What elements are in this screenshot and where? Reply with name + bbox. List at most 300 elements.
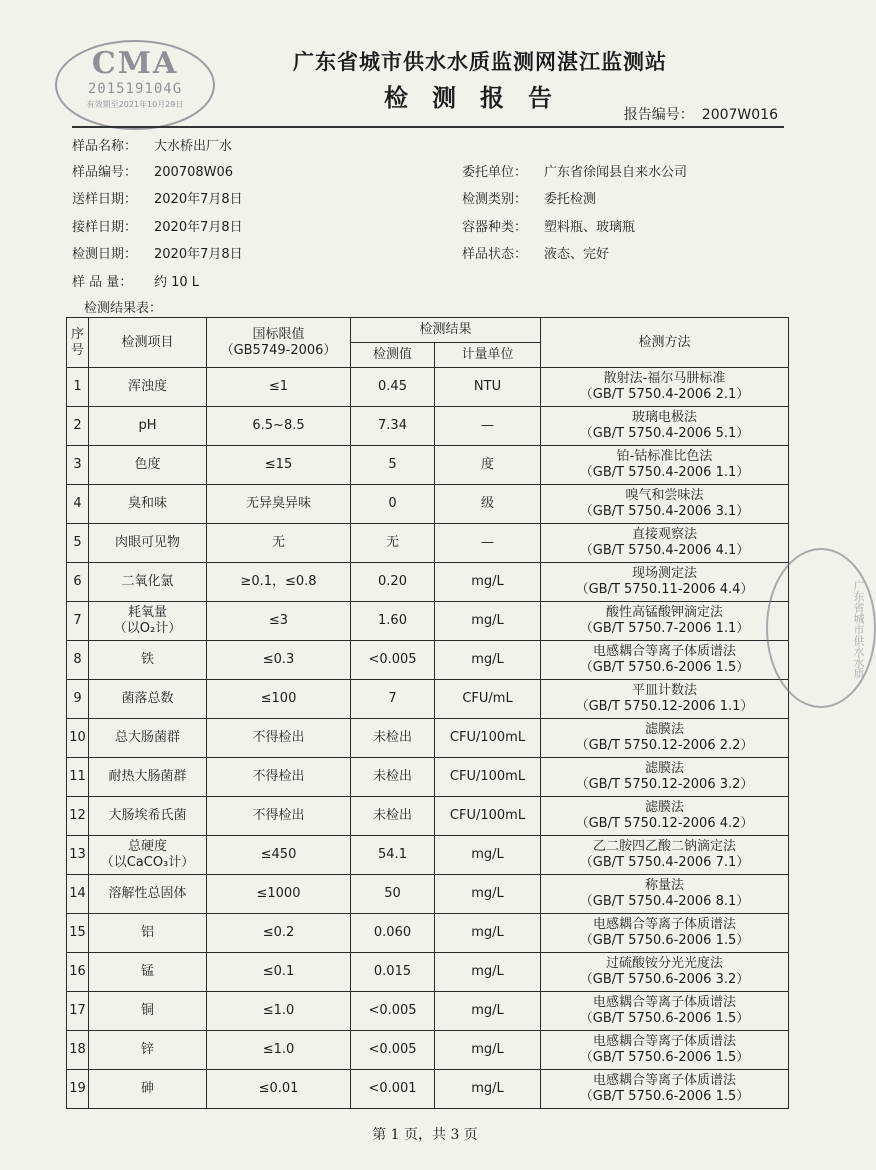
unit-text: mg/L <box>471 847 504 862</box>
cell-method <box>541 602 789 641</box>
table-row <box>67 1070 789 1109</box>
header-item: 检测项目 <box>89 318 207 368</box>
seq-text: 15 <box>69 925 86 940</box>
limit-text: ≤1 <box>268 379 289 394</box>
value-text: <0.005 <box>368 1042 417 1057</box>
item-text: 总硬度 <box>127 839 167 854</box>
limit-text: ≤3 <box>268 613 289 628</box>
cell-seq <box>67 680 89 719</box>
method-standard: （GB/T 5750.4-2006 3.1） <box>579 504 750 519</box>
report-number-label: 报告编号： <box>623 107 694 123</box>
item-note: （以CaCO₃计） <box>100 855 195 870</box>
info-label: 样品状态： <box>462 247 528 262</box>
header-rule <box>72 126 784 128</box>
table-row <box>67 563 789 602</box>
info-value: 委托检测 <box>544 192 597 207</box>
method-standard: （GB/T 5750.4-2006 7.1） <box>579 855 750 870</box>
unit-text: CFU/100mL <box>449 730 526 745</box>
info-receive-date <box>72 216 243 235</box>
method-text: 电感耦合等离子体质谱法 <box>593 1034 737 1049</box>
limit-text: ≤450 <box>260 847 297 862</box>
cell-unit <box>435 368 541 407</box>
cell-seq <box>67 758 89 797</box>
value-text: <0.001 <box>368 1081 417 1096</box>
method-standard: （GB/T 5750.6-2006 1.5） <box>579 1011 750 1026</box>
cell-unit <box>435 914 541 953</box>
cell-item <box>89 602 207 641</box>
method-standard: （GB/T 5750.6-2006 3.2） <box>579 972 750 987</box>
item-text: 肉眼可见物 <box>114 535 180 550</box>
value-text: 0.015 <box>373 964 412 979</box>
cell-unit <box>435 1031 541 1070</box>
seq-text: 1 <box>73 379 82 394</box>
cell-value <box>351 875 435 914</box>
item-text: 耗氧量 <box>127 605 167 620</box>
cell-item <box>89 797 207 836</box>
item-note: （以O₂计） <box>113 621 182 636</box>
unit-text: CFU/100mL <box>449 808 526 823</box>
limit-text: ≤15 <box>264 457 293 472</box>
item-text: 大肠埃希氏菌 <box>108 808 187 823</box>
method-standard: （GB/T 5750.4-2006 5.1） <box>579 426 750 441</box>
item-text: 锰 <box>140 964 154 979</box>
cell-value <box>351 953 435 992</box>
method-text: 现场测定法 <box>632 566 698 581</box>
item-text: 砷 <box>140 1081 154 1096</box>
cell-value <box>351 641 435 680</box>
table-row <box>67 641 789 680</box>
limit-text: ≤1.0 <box>262 1042 295 1057</box>
limit-text: ≤0.1 <box>262 964 295 979</box>
method-text: 电感耦合等离子体质谱法 <box>593 644 737 659</box>
cell-method <box>541 953 789 992</box>
cell-seq <box>67 797 89 836</box>
cell-item <box>89 953 207 992</box>
info-label: 样品编号： <box>72 165 138 180</box>
header-result: 检测结果 <box>351 318 541 343</box>
cell-item <box>89 524 207 563</box>
cell-limit <box>207 797 351 836</box>
cell-method <box>541 407 789 446</box>
unit-text: mg/L <box>471 652 504 667</box>
cell-seq <box>67 641 89 680</box>
table-row <box>67 875 789 914</box>
limit-text: ≤0.01 <box>258 1081 299 1096</box>
cell-seq <box>67 407 89 446</box>
cell-unit <box>435 641 541 680</box>
cell-limit <box>207 485 351 524</box>
item-text: 总大肠菌群 <box>114 730 180 745</box>
method-standard: （GB/T 5750.4-2006 4.1） <box>579 543 750 558</box>
value-text: 0 <box>388 496 397 511</box>
value-text: 0.060 <box>373 925 412 940</box>
cell-method <box>541 758 789 797</box>
results-table <box>66 317 789 1109</box>
cell-unit <box>435 836 541 875</box>
table-row <box>67 719 789 758</box>
info-value: 200708W06 <box>154 165 234 180</box>
unit-text: mg/L <box>471 964 504 979</box>
unit-text: mg/L <box>471 1042 504 1057</box>
cell-value <box>351 1070 435 1109</box>
unit-text: mg/L <box>471 1081 504 1096</box>
header-limit <box>207 318 351 368</box>
item-text: 耐热大肠菌群 <box>108 769 187 784</box>
item-text: 二氧化氯 <box>121 574 174 589</box>
value-text: 7 <box>388 691 397 706</box>
cell-seq <box>67 836 89 875</box>
cell-method <box>541 719 789 758</box>
cell-unit <box>435 758 541 797</box>
table-row <box>67 914 789 953</box>
table-row <box>67 953 789 992</box>
cell-method <box>541 1070 789 1109</box>
method-text: 滤膜法 <box>645 722 685 737</box>
unit-text: mg/L <box>471 886 504 901</box>
method-standard: （GB/T 5750.6-2006 1.5） <box>579 1050 750 1065</box>
info-label: 检测日期： <box>72 247 138 262</box>
info-label: 样品名称： <box>72 139 138 154</box>
info-value: 2020年7月8日 <box>154 220 243 235</box>
table-row <box>67 680 789 719</box>
cell-item <box>89 914 207 953</box>
info-label: 接样日期： <box>72 220 138 235</box>
item-text: 色度 <box>134 457 161 472</box>
cell-value <box>351 719 435 758</box>
method-text: 电感耦合等离子体质谱法 <box>593 917 737 932</box>
cell-item <box>89 875 207 914</box>
cell-method <box>541 485 789 524</box>
cell-item <box>89 836 207 875</box>
info-client <box>462 161 687 180</box>
limit-text: ≤0.2 <box>262 925 295 940</box>
value-text: 50 <box>384 886 401 901</box>
cell-unit <box>435 875 541 914</box>
method-text: 电感耦合等离子体质谱法 <box>593 1073 737 1088</box>
header-method: 检测方法 <box>541 318 789 368</box>
cell-seq <box>67 992 89 1031</box>
method-standard: （GB/T 5750.4-2006 2.1） <box>579 387 750 402</box>
limit-text: 无异臭异味 <box>245 496 311 511</box>
cell-item <box>89 446 207 485</box>
method-text: 玻璃电极法 <box>632 410 698 425</box>
report-title: 检测报告 <box>384 83 576 112</box>
results-table-title: 检测结果表： <box>84 301 163 316</box>
cell-value <box>351 992 435 1031</box>
header-seq: 序号 <box>67 318 89 368</box>
method-standard: （GB/T 5750.6-2006 1.5） <box>579 660 750 675</box>
table-row <box>67 1031 789 1070</box>
item-text: 铁 <box>140 652 154 667</box>
limit-text: 不得检出 <box>252 808 305 823</box>
table-row <box>67 368 789 407</box>
method-text: 电感耦合等离子体质谱法 <box>593 995 737 1010</box>
cell-method <box>541 524 789 563</box>
method-text: 酸性高锰酸钾滴定法 <box>606 605 724 620</box>
cell-seq <box>67 602 89 641</box>
item-text: 浑浊度 <box>127 379 167 394</box>
seq-text: 13 <box>69 847 86 862</box>
page-footer: 第 1 页，共 3 页 <box>372 1127 478 1143</box>
seq-text: 18 <box>69 1042 86 1057</box>
method-standard: （GB/T 5750.12-2006 1.1） <box>575 699 754 714</box>
cell-limit <box>207 446 351 485</box>
cell-limit <box>207 836 351 875</box>
limit-text: ≤1000 <box>256 886 301 901</box>
cell-seq <box>67 563 89 602</box>
cell-seq <box>67 1070 89 1109</box>
table-row <box>67 758 789 797</box>
method-standard: （GB/T 5750.6-2006 1.5） <box>579 1089 750 1104</box>
cell-limit <box>207 368 351 407</box>
info-value: 2020年7月8日 <box>154 192 243 207</box>
cell-limit <box>207 914 351 953</box>
cell-unit <box>435 485 541 524</box>
value-text: 无 <box>385 535 399 550</box>
header-limit-line1: 国标限值 <box>252 326 305 342</box>
limit-text: 不得检出 <box>252 769 305 784</box>
info-label: 样 品 量： <box>72 275 133 290</box>
seq-text: 14 <box>69 886 86 901</box>
cell-unit <box>435 992 541 1031</box>
cell-seq <box>67 446 89 485</box>
method-text: 过硫酸铵分光光度法 <box>606 956 724 971</box>
cell-value <box>351 407 435 446</box>
seq-text: 2 <box>73 418 82 433</box>
unit-text: 级 <box>481 496 495 511</box>
seq-text: 8 <box>73 652 82 667</box>
method-text: 散射法-福尔马肼标准 <box>603 371 726 386</box>
cell-seq <box>67 875 89 914</box>
cell-method <box>541 992 789 1031</box>
table-row <box>67 485 789 524</box>
station-title: 广东省城市供水水质监测网湛江监测站 <box>293 49 667 74</box>
cell-method <box>541 836 789 875</box>
info-value: 液态、完好 <box>544 247 610 262</box>
cell-seq <box>67 953 89 992</box>
info-sample-state <box>462 243 609 262</box>
unit-text: mg/L <box>471 574 504 589</box>
side-stamp: 广东省城市供水水质 <box>766 548 876 708</box>
cell-limit <box>207 602 351 641</box>
cell-method <box>541 563 789 602</box>
cell-unit <box>435 1070 541 1109</box>
method-text: 直接观察法 <box>632 527 698 542</box>
unit-text: NTU <box>473 379 502 394</box>
cell-seq <box>67 1031 89 1070</box>
cell-unit <box>435 524 541 563</box>
info-label: 送样日期： <box>72 192 138 207</box>
cell-unit <box>435 680 541 719</box>
table-row <box>67 992 789 1031</box>
seq-text: 11 <box>69 769 86 784</box>
unit-text: CFU/mL <box>462 691 513 706</box>
seq-text: 12 <box>69 808 86 823</box>
info-value: 塑料瓶、玻璃瓶 <box>544 220 636 235</box>
cell-limit <box>207 563 351 602</box>
item-text: 锌 <box>140 1042 154 1057</box>
limit-text: ≤100 <box>260 691 297 706</box>
method-text: 嗅气和尝味法 <box>625 488 704 503</box>
value-text: 7.34 <box>378 418 407 433</box>
cell-seq <box>67 485 89 524</box>
value-text: 0.20 <box>378 574 407 589</box>
info-label: 委托单位： <box>462 165 528 180</box>
unit-text: CFU/100mL <box>449 769 526 784</box>
seq-text: 17 <box>69 1003 86 1018</box>
cell-value <box>351 1031 435 1070</box>
cell-seq <box>67 368 89 407</box>
cell-unit <box>435 953 541 992</box>
limit-text: 6.5~8.5 <box>252 418 305 433</box>
info-value: 2020年7月8日 <box>154 247 243 262</box>
header-unit: 计量单位 <box>435 343 541 368</box>
cell-item <box>89 563 207 602</box>
info-test-type <box>462 188 596 207</box>
cell-unit <box>435 797 541 836</box>
cell-method <box>541 914 789 953</box>
info-label: 检测类别： <box>462 192 528 207</box>
method-text: 乙二胺四乙酸二钠滴定法 <box>593 839 737 854</box>
cell-item <box>89 758 207 797</box>
table-row <box>67 797 789 836</box>
value-text: 未检出 <box>372 769 412 784</box>
cell-item <box>89 407 207 446</box>
info-label: 容器种类： <box>462 220 528 235</box>
cell-limit <box>207 992 351 1031</box>
seq-text: 6 <box>73 574 82 589</box>
cell-value <box>351 914 435 953</box>
cell-seq <box>67 524 89 563</box>
info-value: 大水桥出厂水 <box>154 139 233 154</box>
cell-method <box>541 797 789 836</box>
cell-limit <box>207 680 351 719</box>
limit-text: ≥0.1，≤0.8 <box>240 574 317 589</box>
info-send-date <box>72 188 243 207</box>
seq-text: 16 <box>69 964 86 979</box>
cell-value <box>351 797 435 836</box>
seq-text: 3 <box>73 457 82 472</box>
cell-value <box>351 836 435 875</box>
seq-text: 10 <box>69 730 86 745</box>
item-text: 铜 <box>140 1003 154 1018</box>
cell-limit <box>207 524 351 563</box>
cell-item <box>89 641 207 680</box>
cell-value <box>351 524 435 563</box>
seq-text: 7 <box>73 613 82 628</box>
unit-text: mg/L <box>471 1003 504 1018</box>
method-standard: （GB/T 5750.12-2006 4.2） <box>575 816 754 831</box>
cma-number: 201519104G <box>87 81 183 97</box>
cell-limit <box>207 407 351 446</box>
cell-method <box>541 680 789 719</box>
cell-unit <box>435 719 541 758</box>
cell-item <box>89 1070 207 1109</box>
cell-item <box>89 680 207 719</box>
cell-unit <box>435 446 541 485</box>
cell-seq <box>67 914 89 953</box>
unit-text: — <box>481 535 494 550</box>
cell-value <box>351 680 435 719</box>
cell-value <box>351 446 435 485</box>
table-row <box>67 407 789 446</box>
method-standard: （GB/T 5750.4-2006 1.1） <box>579 465 750 480</box>
cell-method <box>541 446 789 485</box>
limit-text: ≤1.0 <box>262 1003 295 1018</box>
value-text: 未检出 <box>372 808 412 823</box>
results-body <box>67 368 789 1109</box>
info-sample-amount <box>72 271 199 290</box>
value-text: 0.45 <box>378 379 407 394</box>
cell-limit <box>207 953 351 992</box>
method-text: 滤膜法 <box>645 800 685 815</box>
cell-value <box>351 368 435 407</box>
seq-text: 19 <box>69 1081 86 1096</box>
info-value: 约 10 L <box>154 275 200 290</box>
cell-unit <box>435 407 541 446</box>
cell-method <box>541 368 789 407</box>
cell-method <box>541 875 789 914</box>
table-row <box>67 836 789 875</box>
seq-text: 4 <box>73 496 82 511</box>
cell-value <box>351 758 435 797</box>
method-standard: （GB/T 5750.4-2006 8.1） <box>579 894 750 909</box>
item-text: pH <box>138 418 157 433</box>
cell-method <box>541 1031 789 1070</box>
method-standard: （GB/T 5750.11-2006 4.4） <box>575 582 754 597</box>
cma-validity: 有效期至2021年10月29日 <box>86 100 184 109</box>
cell-item <box>89 485 207 524</box>
cell-limit <box>207 1070 351 1109</box>
cell-limit <box>207 719 351 758</box>
cell-item <box>89 992 207 1031</box>
item-text: 铝 <box>140 925 154 940</box>
report-number <box>616 104 778 124</box>
unit-text: mg/L <box>471 613 504 628</box>
limit-text: ≤0.3 <box>262 652 295 667</box>
unit-text: — <box>481 418 494 433</box>
table-row <box>67 524 789 563</box>
info-sample-id <box>72 161 233 180</box>
info-value: 广东省徐闻县自来水公司 <box>544 165 688 180</box>
cell-seq <box>67 719 89 758</box>
value-text: <0.005 <box>368 652 417 667</box>
cell-unit <box>435 563 541 602</box>
value-text: <0.005 <box>368 1003 417 1018</box>
method-text: 滤膜法 <box>645 761 685 776</box>
limit-text: 不得检出 <box>252 730 305 745</box>
table-row <box>67 446 789 485</box>
cell-limit <box>207 641 351 680</box>
unit-text: 度 <box>481 457 495 472</box>
cma-logo: CMA <box>91 46 179 81</box>
seq-text: 5 <box>73 535 82 550</box>
report-number-value: 2007W016 <box>701 107 778 123</box>
cell-unit <box>435 602 541 641</box>
header-value: 检测值 <box>351 343 435 368</box>
cell-value <box>351 563 435 602</box>
table-row <box>67 602 789 641</box>
method-standard: （GB/T 5750.12-2006 3.2） <box>575 777 754 792</box>
method-text: 铂-钴标准比色法 <box>616 449 713 464</box>
item-text: 菌落总数 <box>121 691 174 706</box>
value-text: 54.1 <box>378 847 407 862</box>
header-limit-line2: （GB5749-2006） <box>220 342 337 358</box>
value-text: 未检出 <box>372 730 412 745</box>
cell-method <box>541 641 789 680</box>
method-standard: （GB/T 5750.7-2006 1.1） <box>579 621 750 636</box>
item-text: 溶解性总固体 <box>108 886 187 901</box>
